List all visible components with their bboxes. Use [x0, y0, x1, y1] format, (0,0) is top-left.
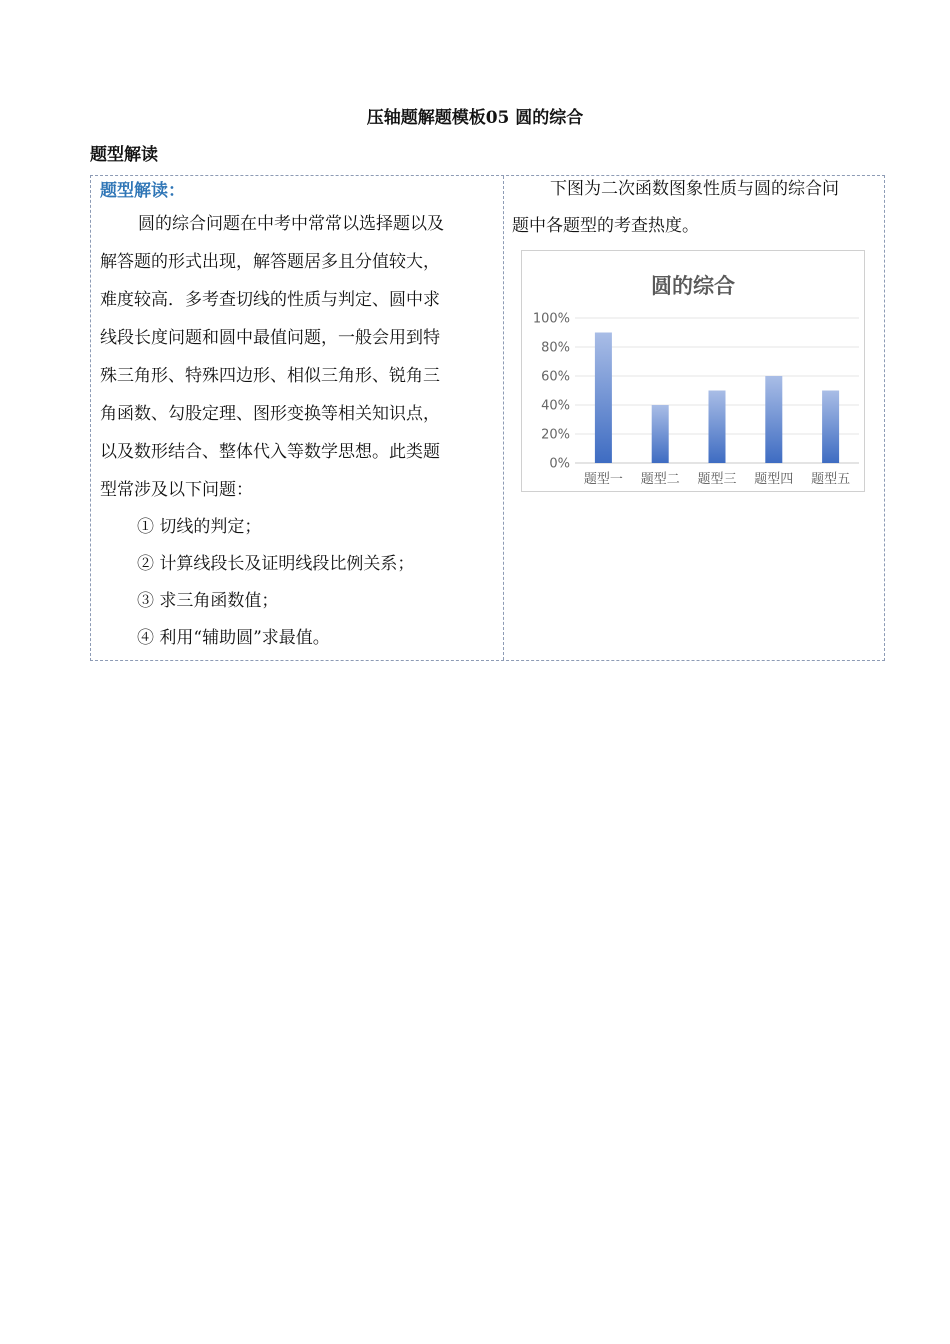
document-title: 压轴题解题模板05 圆的综合 [366, 108, 584, 128]
problem-list-item: ③ 求三角函数值； [137, 591, 279, 611]
y-tick-label: 20% [541, 427, 570, 443]
bar [595, 333, 612, 464]
y-tick-label: 60% [541, 369, 570, 385]
para-line: 型常涉及以下问题： [100, 480, 253, 500]
bar [652, 405, 669, 463]
intro-paragraph [100, 205, 490, 509]
y-tick-label: 40% [541, 398, 570, 414]
problem-list-item: ④ 利用“辅助圆”求最值。 [137, 628, 330, 648]
x-tick-label: 题型二 [640, 472, 680, 487]
bar [822, 391, 839, 464]
interpretation-table [90, 175, 885, 661]
description-line: 下图为二次函数图象性质与圆的综合问 [550, 179, 839, 199]
para-line: 解答题的形式出现，解答题居多且分值较大， [100, 252, 440, 272]
x-tick-label: 题型五 [811, 472, 851, 487]
column-divider [503, 176, 504, 660]
left-column [100, 176, 490, 657]
problem-list-item: ① 切线的判定； [137, 517, 262, 537]
para-line: 难度较高．多考查切线的性质与判定、圆中求 [100, 290, 440, 310]
x-tick-label: 题型一 [583, 472, 623, 487]
para-line: 圆的综合问题在中考中常常以选择题以及 [138, 214, 444, 234]
bar-chart [521, 250, 865, 492]
para-line: 线段长度问题和圆中最值问题，一般会用到特 [100, 328, 440, 348]
problem-list-item: ② 计算线段长及证明线段比例关系； [137, 554, 415, 574]
y-tick-label: 100% [532, 311, 570, 327]
bar-chart-svg [522, 251, 864, 491]
chart-title: 圆的综合 [651, 274, 735, 298]
right-column [512, 176, 878, 487]
y-tick-label: 80% [541, 340, 570, 356]
x-tick-label: 题型三 [697, 472, 737, 487]
section-heading: 题型解读 [90, 145, 158, 165]
chart-description [512, 171, 878, 245]
para-line: 殊三角形、特殊四边形、相似三角形、锐角三 [100, 366, 440, 386]
bar [765, 376, 782, 463]
left-heading: 题型解读： [100, 181, 185, 201]
para-line: 以及数形结合、整体代入等数学思想。此类题 [100, 442, 440, 462]
x-tick-label: 题型四 [754, 472, 794, 487]
description-line: 题中各题型的考查热度。 [512, 216, 699, 236]
bar [709, 391, 726, 464]
y-tick-label: 0% [549, 456, 570, 472]
para-line: 角函数、勾股定理、图形变换等相关知识点， [100, 404, 440, 424]
